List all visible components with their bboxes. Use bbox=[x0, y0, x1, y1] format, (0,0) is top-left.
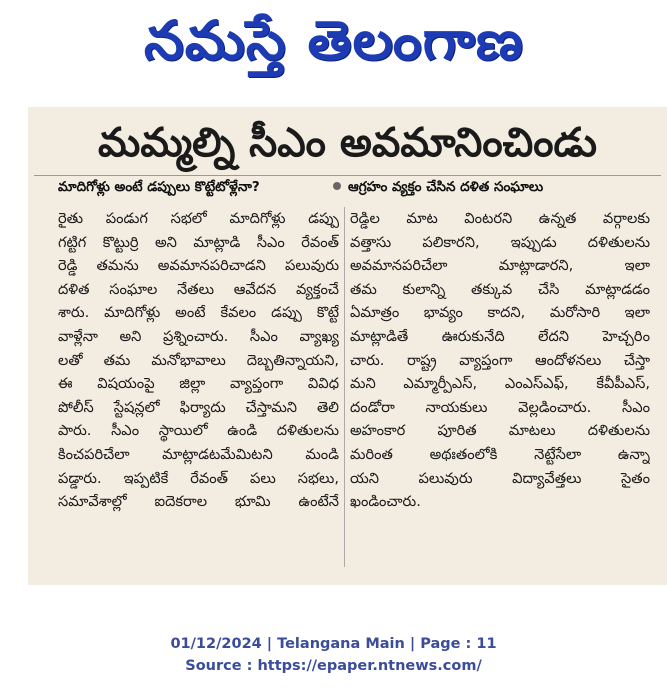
column-line: తమ కులాన్ని తక్కువ చేసి మాట్లాడడం bbox=[350, 280, 650, 298]
column-line: అహంకార పూరిత మాటలు దళితులను bbox=[350, 422, 650, 440]
column-line: ఏమాత్రం భావ్యం కాదని, మరోసారి ఇలా bbox=[350, 304, 650, 322]
source-link[interactable]: Source : https://epaper.ntnews.com/ bbox=[185, 658, 482, 674]
column-line: మాట్లాడితే ఊరుకునేది లేదని హెచ్చరిం bbox=[350, 327, 650, 345]
column-line: అవమానపరిచేలా మాట్లాడారని, ఇలా bbox=[350, 257, 650, 275]
column-line: వాళ్లేనా అని ప్రశ్నించారు. సీఎం వ్యాఖ్య bbox=[58, 327, 339, 345]
column-line: యని పలువురు విద్యావేత్తలు సైతం bbox=[350, 469, 650, 487]
column-line: కించపరిచేలా మాట్లాడటమేమిటని మండి bbox=[58, 445, 339, 463]
column-line: దండోరా నాయకులు వెల్లడించారు. సీఎం bbox=[350, 398, 650, 416]
column-line: వత్తాసు పలికారని, ఇప్పుడు దళితులను bbox=[350, 233, 650, 251]
bullet-icon bbox=[333, 182, 341, 190]
column-line: మని ఎమ్మార్పీఎస్, ఎంఎస్ఎఫ్, కేవీపీఎస్, bbox=[350, 375, 650, 393]
newspaper-logo: నమస్తే తెలంగాణ bbox=[143, 9, 524, 72]
masthead bbox=[0, 0, 667, 95]
column-line: పారు. సీఎం స్థాయిలో ఉండి దళితులను bbox=[58, 422, 339, 440]
column-line: గట్టిగ కొట్టుర్రి అని మాట్లాడి సీఎం రేవంత్ bbox=[58, 233, 339, 251]
column-line: మరింత అథఃతంలోకి నెట్టేసేలా ఉన్నా bbox=[350, 445, 650, 463]
subheading-right-text: ఆగ్రహం వ్యక్తం చేసిన దళిత సంఘాలు bbox=[348, 179, 544, 195]
article-column-right bbox=[350, 207, 650, 514]
column-line: పడ్డారు. ఇప్పటికే రేవంత్ పలు సభలు, bbox=[58, 469, 339, 487]
column-line: రైతు పండుగ సభలో మాదిగోళ్లు డప్పు bbox=[58, 210, 339, 227]
column-line: దళిత సంఘాల నేతలు ఆవేదన వ్యక్తంచే bbox=[58, 280, 339, 298]
news-clipping bbox=[28, 107, 667, 585]
column-line: రెడ్డి తమను అవమానపరిచాడని పలువురు bbox=[58, 257, 339, 275]
column-line: ఖండించారు. bbox=[350, 493, 421, 511]
subheading-left bbox=[58, 175, 260, 199]
column-line: సమావేశాల్లో ఐదెకరాల భూమి ఉంటేనే bbox=[58, 493, 339, 511]
subheading-left-text: మాదిగోళ్లు అంటే డప్పులు కొట్టేటోళ్లేనా? bbox=[58, 179, 260, 195]
column-line: లతో తమ మనోభావాలు దెబ్బతిన్నాయని, bbox=[58, 351, 339, 369]
subheading-right bbox=[333, 175, 543, 199]
column-line: రెడ్డిల మాట వింటరని ఉన్నత వర్గాలకు bbox=[350, 210, 650, 227]
column-line: చారు. రాష్ట్ర వ్యాప్తంగా ఆందోళనలు చేస్తా bbox=[350, 351, 650, 369]
column-line: పోలీస్ స్టేషన్లలో ఫిర్యాదు చేస్తామని తెలి bbox=[58, 398, 339, 416]
publication-info: 01/12/2024 | Telangana Main | Page : 11 bbox=[170, 636, 497, 652]
column-line: శారు. మాదిగోళ్లు అంటే కేవలం డప్పు కొట్టే bbox=[58, 304, 339, 322]
column-line: ఈ విషయంపై జిల్లా వ్యాప్తంగా వివిధ bbox=[58, 375, 339, 393]
article-headline: మమ్మల్ని సీఎం అవమానించిండు bbox=[98, 120, 597, 166]
article-column-left bbox=[58, 207, 339, 514]
column-divider bbox=[344, 207, 345, 567]
